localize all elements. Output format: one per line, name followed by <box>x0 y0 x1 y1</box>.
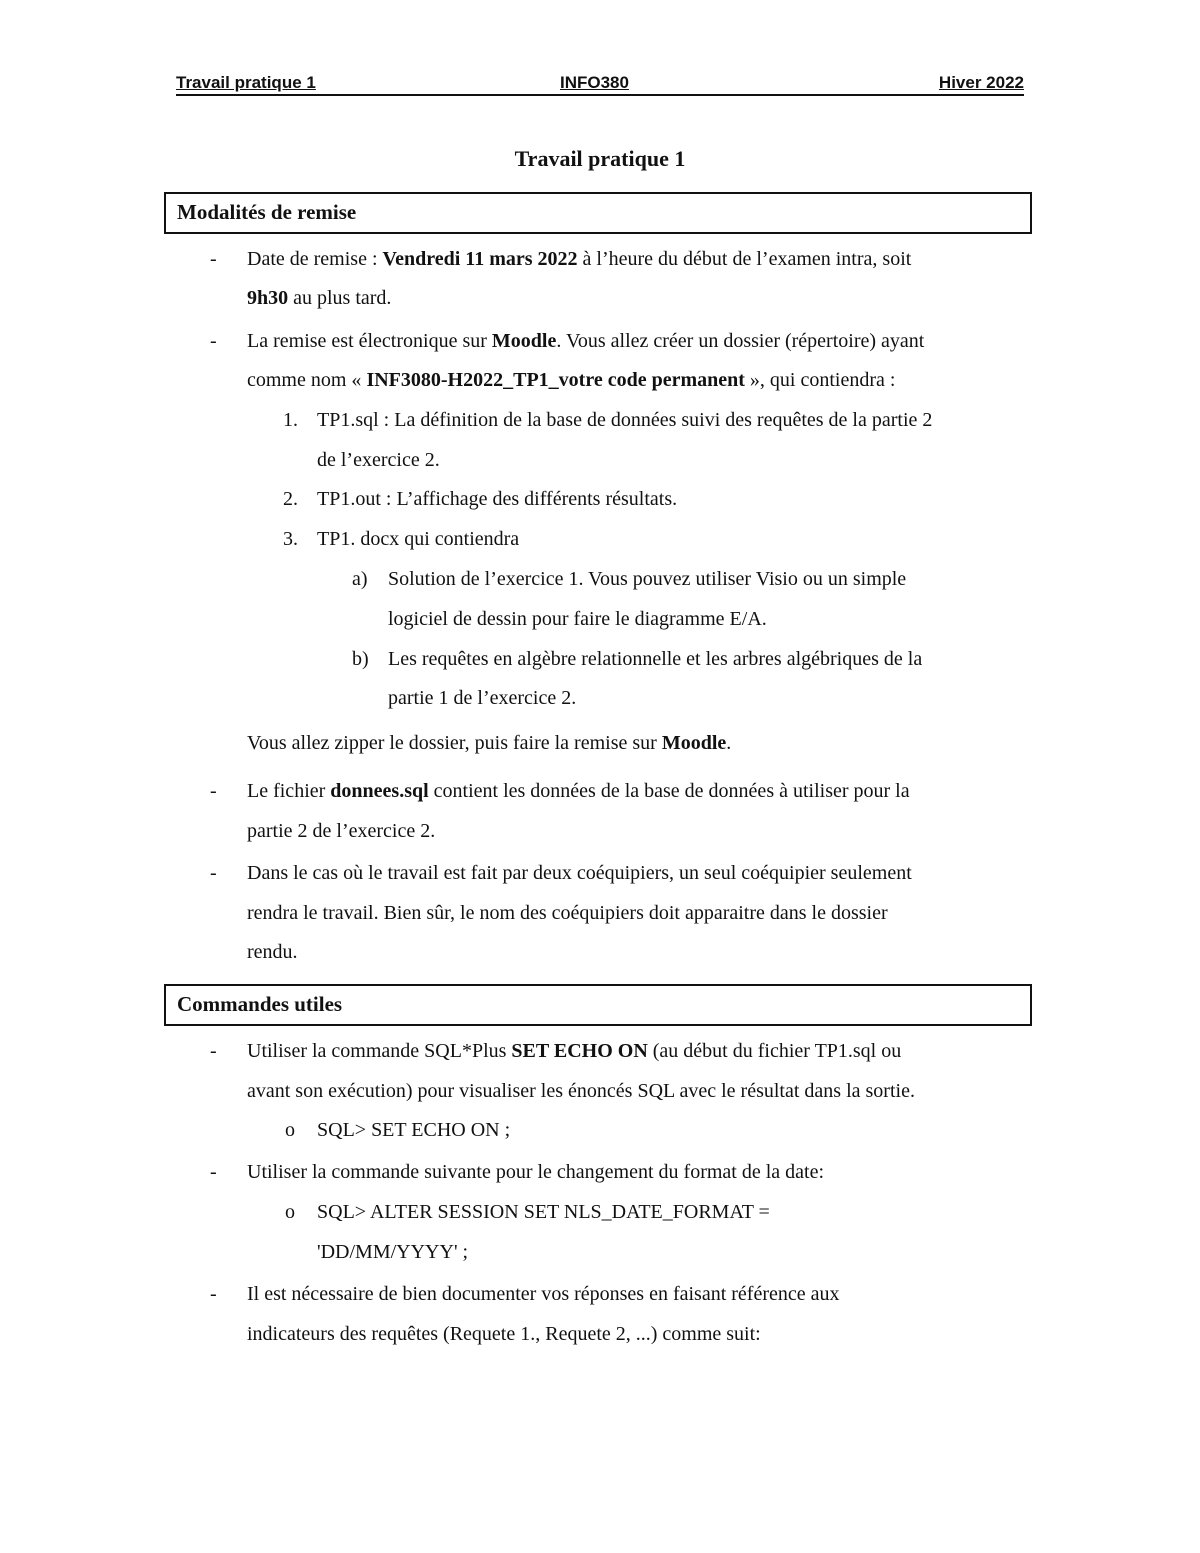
list-item-text: partie 1 de l’exercice 2. <box>388 687 577 709</box>
list-item-text: Solution de l’exercice 1. Vous pouvez utiliser Visio ou un simple <box>388 568 907 590</box>
paragraph-line: Le fichier donnees.sql contient les données de la base de données à utiliser pour la <box>247 780 910 802</box>
paragraph-line: comme nom « INF3080-H2022_TP1_votre code permanent », qui contiendra : <box>247 369 896 391</box>
section-heading: Modalités de remise <box>177 200 357 224</box>
paragraph-line: avant son exécution) pour visualiser les énoncés SQL avec le résultat dans la sortie. <box>247 1080 915 1102</box>
bullet-dash: - <box>210 330 217 352</box>
paragraph-line: Il est nécessaire de bien documenter vos réponses en faisant référence aux <box>247 1283 840 1305</box>
code-line: SQL> ALTER SESSION SET NLS_DATE_FORMAT = <box>317 1201 770 1223</box>
paragraph-line: indicateurs des requêtes (Requete 1., Requete 2, ...) comme suit: <box>247 1323 761 1345</box>
paragraph-line: La remise est électronique sur Moodle. Vous allez créer un dossier (répertoire) ayant <box>247 330 925 352</box>
list-number: 3. <box>283 528 298 550</box>
paragraph-line: Date de remise : Vendredi 11 mars 2022 à l’heure du début de l’examen intra, soit <box>247 248 912 270</box>
paragraph-line: rendu. <box>247 941 298 963</box>
paragraph-line: Utiliser la commande SQL*Plus SET ECHO ON (au début du fichier TP1.sql ou <box>247 1040 902 1062</box>
list-letter: b) <box>352 648 369 670</box>
list-number: 1. <box>283 409 298 431</box>
list-item-text: TP1. docx qui contiendra <box>317 528 520 550</box>
list-item-text: TP1.out : L’affichage des différents résultats. <box>317 488 678 510</box>
list-item-text: de l’exercice 2. <box>317 449 440 471</box>
paragraph-line: partie 2 de l’exercice 2. <box>247 820 436 842</box>
header-center: INFO380 <box>560 73 629 92</box>
bullet-dash: - <box>210 248 217 270</box>
bullet-dash: - <box>210 1040 217 1062</box>
section-heading-box-remise <box>164 192 1032 234</box>
paragraph-line: Utiliser la commande suivante pour le changement du format de la date: <box>247 1161 825 1183</box>
code-line: SQL> SET ECHO ON ; <box>317 1119 511 1141</box>
list-item-text: logiciel de dessin pour faire le diagramme E/A. <box>388 608 767 630</box>
code-line: 'DD/MM/YYYY' ; <box>317 1241 469 1263</box>
list-item-text: TP1.sql : La définition de la base de données suivi des requêtes de la partie 2 <box>317 409 933 431</box>
list-letter: a) <box>352 568 368 590</box>
bullet-dash: - <box>210 780 217 802</box>
header-left: Travail pratique 1 <box>176 73 316 92</box>
bullet-dash: - <box>210 1283 217 1305</box>
section-heading: Commandes utiles <box>177 992 343 1016</box>
sub-bullet: o <box>285 1119 295 1141</box>
paragraph-line: rendra le travail. Bien sûr, le nom des coéquipiers doit apparaitre dans le dossier <box>247 902 888 924</box>
document-title: Travail pratique 1 <box>514 146 686 171</box>
list-item-text: Les requêtes en algèbre relationnelle et les arbres algébriques de la <box>388 648 923 670</box>
page-header <box>176 72 1024 96</box>
paragraph-line: Vous allez zipper le dossier, puis faire la remise sur Moodle. <box>247 732 732 754</box>
section-heading-box-commandes <box>164 984 1032 1026</box>
sub-bullet: o <box>285 1201 295 1223</box>
list-number: 2. <box>283 488 298 510</box>
paragraph-line: Dans le cas où le travail est fait par deux coéquipiers, un seul coéquipier seulement <box>247 862 912 884</box>
bullet-dash: - <box>210 1161 217 1183</box>
paragraph-line: 9h30 au plus tard. <box>247 287 392 309</box>
header-right: Hiver 2022 <box>938 73 1024 92</box>
bullet-dash: - <box>210 862 217 884</box>
